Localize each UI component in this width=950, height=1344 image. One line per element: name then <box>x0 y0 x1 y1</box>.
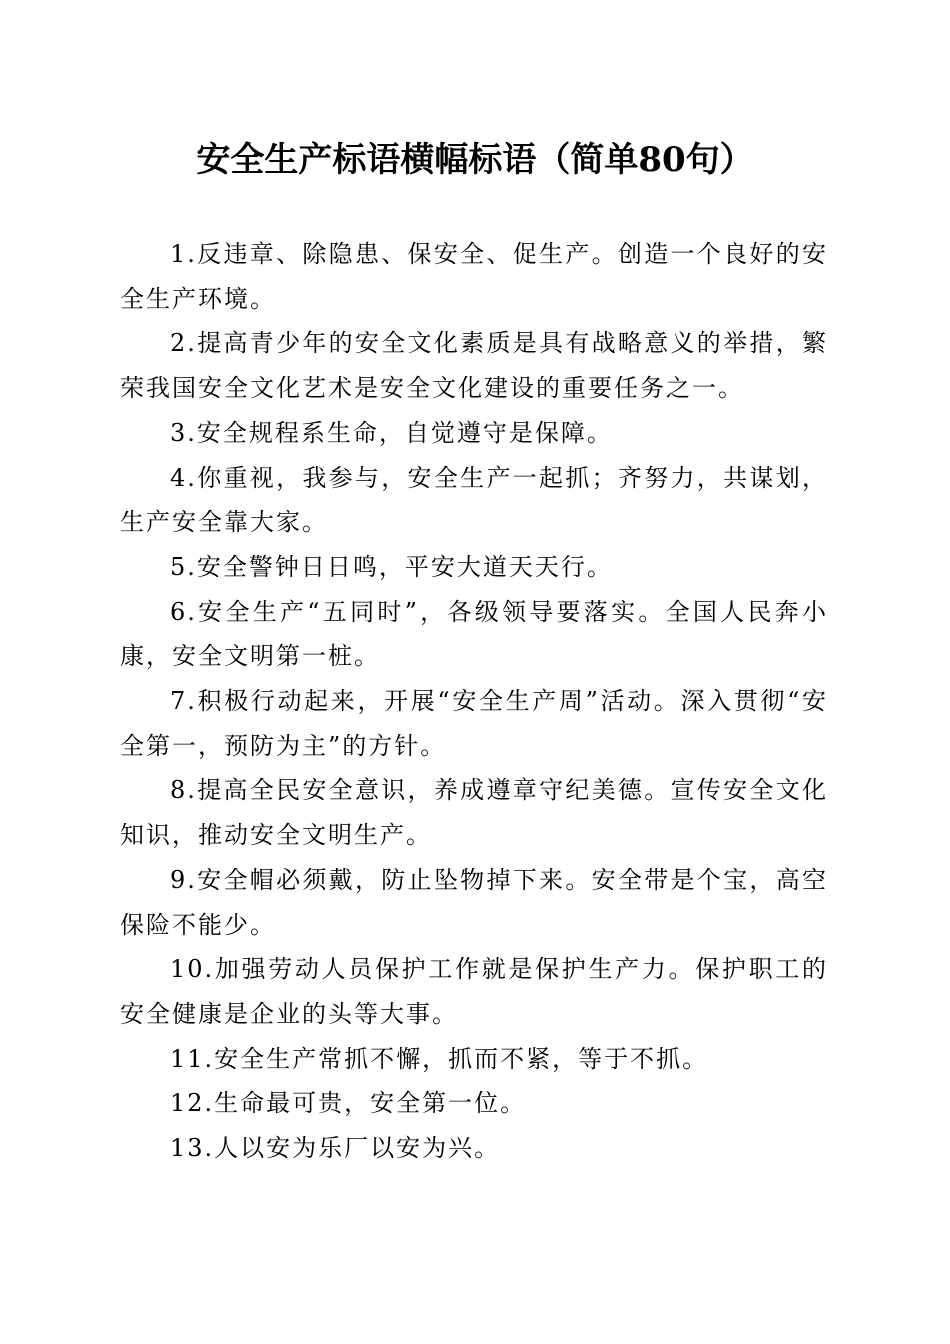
slogan-item-9: 9.安全帽必须戴，防止坠物掉下来。安全带是个宝，高空保险不能少。 <box>120 865 828 939</box>
document-title: 安全生产标语横幅标语（简单80句） <box>196 140 754 180</box>
slogan-item-8: 8.提高全民安全意识，养成遵章守纪美德。宣传安全文化知识，推动安全文明生产。 <box>120 776 828 850</box>
slogan-item-1: 1.反违章、除隐患、保安全、促生产。创造一个良好的安全生产环境。 <box>120 240 828 313</box>
slogan-item-3: 3.安全规程系生命，自觉遵守是保障。 <box>170 418 613 447</box>
slogan-item-11: 11.安全生产常抓不懈，抓而不紧，等于不抓。 <box>170 1044 709 1073</box>
slogan-item-7: 7.积极行动起来，开展“安全生产周”活动。深入贯彻“安全第一，预防为主”的方针。 <box>120 687 828 760</box>
slogan-item-6: 6.安全生产“五同时”，各级领导要落实。全国人民奔小康，安全文明第一桩。 <box>120 597 828 671</box>
slogan-item-10: 10.加强劳动人员保护工作就是保护生产力。保护职工的安全健康是企业的头等大事。 <box>120 955 828 1028</box>
slogan-item-5: 5.安全警钟日日鸣，平安大道天天行。 <box>170 552 613 581</box>
slogan-item-13: 13.人以安为乐厂以安为兴。 <box>170 1134 501 1163</box>
slogan-list <box>120 232 828 1171</box>
slogan-item-2: 2.提高青少年的安全文化素质是具有战略意义的举措，繁荣我国安全文化艺术是安全文化建设的重要任务之一。 <box>120 329 828 403</box>
slogan-item-4: 4.你重视，我参与，安全生产一起抓；齐努力，共谋划，生产安全靠大家。 <box>120 463 828 537</box>
slogan-item-12: 12.生命最可贵，安全第一位。 <box>170 1089 527 1118</box>
